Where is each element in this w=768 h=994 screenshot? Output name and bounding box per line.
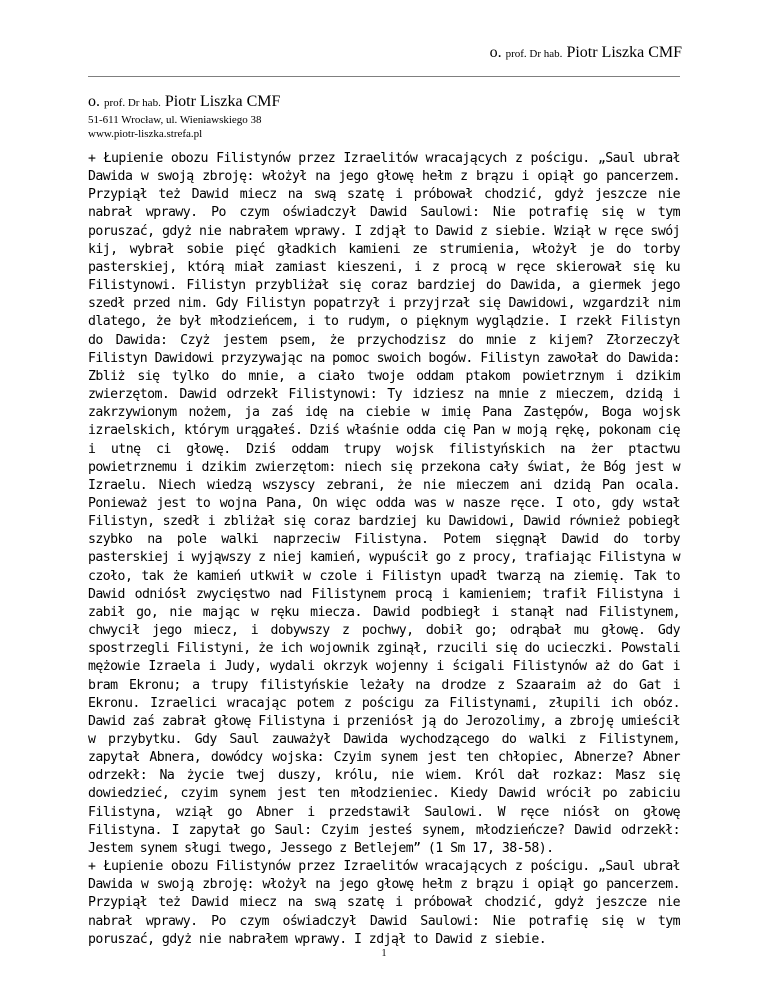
author-website: www.piotr-liszka.strefa.pl: [88, 128, 203, 140]
author-title: prof. Dr hab.: [104, 97, 161, 109]
body-paragraph: + Łupienie obozu Filistynów przez Izraelitów wracających z pościgu. „Saul ubrał Dawida w swoją zbroję: włożył na jego głowę hełm z brązu i opiął go pancerzem. Przypiął też Dawid miecz na swą szatę i próbował chodzić, gdyż jeszcze nie nabrał wprawy. Po czym oświadczył Dawid Saulowi: Nie potrafię się w tym poruszać, gdyż nie nabrałem wprawy. I zdjął to Dawid z siebie. Wziął w ręce swój kij, wybrał sobie pięć gładkich kamieni ze strumienia, włożył je do torby pasterskiej, którą miał zamiast kieszeni, i z procą w ręce skierował się ku Filistynowi. Filistyn przybliżał się coraz bardziej do Dawida, a giermek jego szedł przed nim. Gdy Filistyn popatrzył i przyjrzał się Dawidowi, wzgardził nim dlatego, że był młodzieńcem, i to rudym, o pięknym wyglądzie. I rzekł Filistyn do Dawida: Czyż jestem psem, że przychodzisz do mnie z kijem? Złorzeczył Filistyn Dawidowi przyzywając na pomoc swoich bogów. Filistyn zawołał do Dawida: Zbliż się tylko do mnie, a ciało twoje oddam ptakom powietrznym i dzikim zwierzętom. Dawid odrzekł Filistynowi: Ty idziesz na mnie z mieczem, dzidą i zakrzywionym nożem, ja zaś idę na ciebie w imię Pana Zastępów, Boga wojsk izraelskich, którym urągałeś. Dziś właśnie odda cię Pan w moją rękę, pokonam cię i utnę ci głowę. Dziś oddam trupy wojsk filistyńskich na żer ptactwu powietrznemu i dzikim zwierzętom: niech się przekona cały świat, że Bóg jest w Izraelu. Niech wiedzą wszyscy zebrani, że nie mieczem ani dzidą Pan ocala. Ponieważ jest to wojna Pana, On więc odda was w nasze ręce. I oto, gdy wstał Filistyn, szedł i zbliżał się coraz bardziej ku Dawidowi, Dawid również pobiegł szybko na pole walki naprzeciw Filistyna. Potem sięgnął Dawid do torby pasterskiej i wyjąwszy z niej kamień, wypuścił go z procy, trafiając Filistyna w czoło, tak że kamień utkwił w czole i Filistyn upadł twarzą na ziemię. Tak to Dawid odniósł zwycięstwo nad Filistynem procą i kamieniem; trafił Filistyna i zabił go, nie mając w ręku miecza. Dawid podbiegł i stanął nad Filistynem, chwycił jego miecz, i dobywszy z pochwy, dobił go; odrąbał mu głowę. Gdy spostrzegli Filistyni, że ich wojownik zginął, rzucili się do ucieczki. Powstali mężowie Izraela i Judy, wydali okrzyk wojenny i ścigali Filistynów aż do Gat i bram Ekronu; a trupy filistyńskie leżały na drodze z Szaaraim aż do Gat i Ekronu. Izraelici wracając potem z pościgu za Filistynami, złupili ich obóz. Dawid zaś zabrał głowę Filistyna i przeniósł ją do Jerozolimy, a zbroję umieścił w przybytku. Gdy Saul zauważył Dawida wychodzącego do walki z Filistynem, zapytał Abnera, dowódcy wojska: Czyim synem jest ten chłopiec, Abnerze? Abner odrzekł: Na życie twej duszy, królu, nie wiem. Król dał rozkaz: Masz się dowiedzieć, czyim synem jest ten młodzieniec. Kiedy Dawid wrócił po zabiciu Filistyna, wziął go Abner i przedstawił Saulowi. W ręce niósł on głowę Filistyna. I zapytał go Saul: Czyim jesteś synem, młodzieńcze? Dawid odrzekł: Jestem synem sługi twego, Jessego z Betlejem” (1 Sm 17, 38-58).: [88, 151, 680, 856]
body-paragraph: + Łupienie obozu Filistynów przez Izraelitów wracających z pościgu. „Saul ubrał Dawida w swoją zbroję: włożył na jego głowę hełm z brązu i opiął go pancerzem. Przypiął też Dawid miecz na swą szatę i próbował chodzić, gdyż jeszcze nie nabrał wprawy. Po czym oświadczył Dawid Saulowi: Nie potrafię się w tym poruszać, gdyż nie nabrałem wprawy. I zdjął to Dawid z siebie.: [88, 859, 680, 947]
author-address: 51-611 Wrocław, ul. Wieniawskiego 38: [88, 114, 262, 126]
author-prefix: o.: [88, 93, 100, 110]
author-name: Piotr Liszka CMF: [164, 93, 281, 110]
running-header-title: prof. Dr hab.: [505, 48, 563, 60]
document-body: [88, 150, 680, 949]
page-number: 1: [381, 948, 387, 959]
author-block: [88, 92, 280, 141]
author-name-line: [88, 92, 280, 113]
running-header-prefix: o.: [489, 44, 502, 61]
running-header-name: Piotr Liszka CMF: [566, 44, 682, 61]
header-divider: [88, 76, 680, 77]
running-header: [490, 44, 682, 62]
